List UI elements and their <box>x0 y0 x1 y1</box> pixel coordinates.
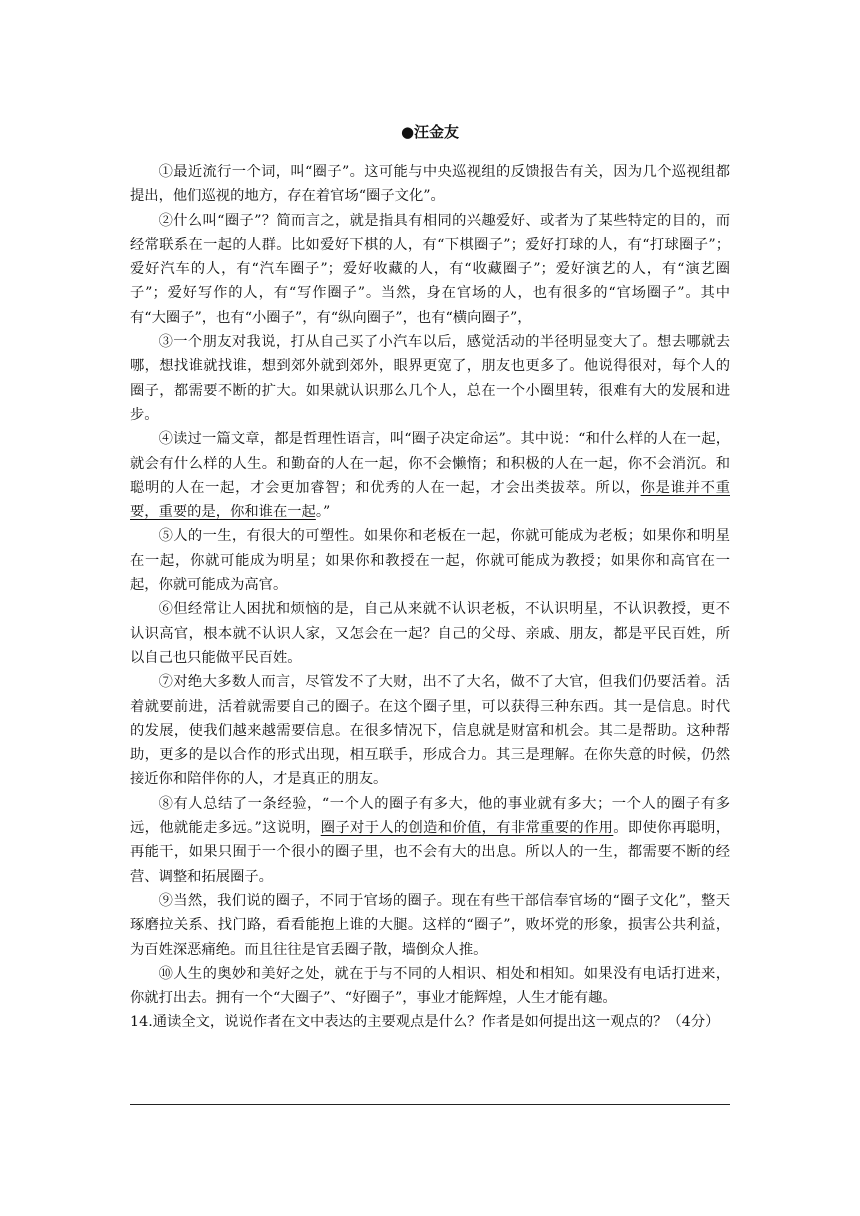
author-byline: ●汪金友 <box>400 123 460 141</box>
paragraph-7: ⑦对绝大多数人而言，尽管发不了大财，出不了大名，做不了大官，但我们仍要活着。活着就要前进，活着就需要自己的圈子。在这个圈子里，可以获得三种东西。其一是信息。时代的发展，使我们越来越需要信息。在很多情况下，信息就是财富和机会。其二是帮助。这种帮助，更多的是以合作的形式出现，相互联手，形成合力。其三是理解。在你失意的时候，仍然接近你和陪伴你的人，才是真正的朋友。 <box>130 674 730 788</box>
paragraph-3: ③一个朋友对我说，打从自己买了小汽车以后，感觉活动的半径明显变大了。想去哪就去哪，想找谁就找谁，想到郊外就到郊外，眼界更宽了，朋友也更多了。他说得很对，每个人的圈子，都需要不断的扩大。如果就认识那么几个人，总在一个小圈里转，很难有大的发展和进步。 <box>130 334 730 423</box>
paragraph-2: ②什么叫“圈子”？简而言之，就是指具有相同的兴趣爱好、或者为了某些特定的目的，而经常联系在一起的人群。比如爱好下棋的人，有“下棋圈子”；爱好打球的人，有“打球圈子”；爱好汽车的人，有“汽车圈子”；爱好收藏的人，有“收藏圈子”；爱好演艺的人，有“演艺圈子”；爱好写作的人，有“写作圈子”。当然，身在官场的人，也有很多的“官场圈子”。其中有“大圈子”，也有“小圈子”，有“纵向圈子”，也有“横向圈子”， <box>130 212 730 326</box>
answer-line[interactable] <box>130 1104 730 1105</box>
underlined-sentence-8: 圈子对于人的创造和价值，有非常重要的作用 <box>320 820 614 837</box>
article-body <box>130 160 730 1035</box>
paragraph-9: ⑨当然，我们说的圈子，不同于官场的圈子。现在有些干部信奉官场的“圈子文化”，整天琢磨拉关系、找门路，看看能抱上谁的大腿。这样的“圈子”，败坏党的形象，损害公共利益，为百姓深恶痛绝。而且往往是官丢圈子散，墙倒众人推。 <box>130 892 730 958</box>
question-14: 14.通读全文，说说作者在文中表达的主要观点是什么？作者是如何提出这一观点的？（4分） <box>130 1014 720 1031</box>
paragraph-4: ④读过一篇文章，都是哲理性语言，叫“圈子决定命运”。其中说：“和什么样的人在一起，就会有什么样的人生。和勤奋的人在一起，你不会懒惰；和积极的人在一起，你不会消沉。和聪明的人在一起，才会更加睿智；和优秀的人在一起，才会出类拔萃。所以，你是谁并不重要，重要的是，你和谁在一起。” <box>130 431 730 521</box>
paragraph-8: ⑧有人总结了一条经验，“一个人的圈子有多大，他的事业就有多大；一个人的圈子有多远，他就能走多远。”这说明，圈子对于人的创造和价值，有非常重要的作用。即使你再聪明，再能干，如果只囿于一个很小的圈子里，也不会有大的出息。所以人的一生，都需要不断的经营、调整和拓展圈子。 <box>130 795 731 885</box>
paragraph-6: ⑥但经常让人困扰和烦恼的是，自己从来就不认识老板，不认识明星，不认识教授，更不认识高官，根本就不认识人家，又怎会在一起？自己的父母、亲戚、朋友，都是平民百姓，所以自己也只能做平民百姓。 <box>130 601 730 666</box>
paragraph-1: ①最近流行一个词，叫“圈子”。这可能与中央巡视组的反馈报告有关，因为几个巡视组都提出，他们巡视的地方，存在着官场“圈子文化”。 <box>130 164 730 205</box>
paragraph-5: ⑤人的一生，有很大的可塑性。如果你和老板在一起，你就可能成为老板；如果你和明星在一起，你就可能成为明星；如果你和教授在一起，你就可能成为教授；如果你和高官在一起，你就可能成为高官。 <box>130 528 730 594</box>
underlined-sentence-4: 你是谁并不重要，重要的是，你和谁在一起 <box>130 479 730 521</box>
paragraph-10: ⑩人生的奥妙和美好之处，就在于与不同的人相识、相处和相知。如果没有电话打进来，你就打出去。拥有一个“大圈子”、“好圈子”，事业才能辉煌，人生才能有趣。 <box>130 965 730 1007</box>
